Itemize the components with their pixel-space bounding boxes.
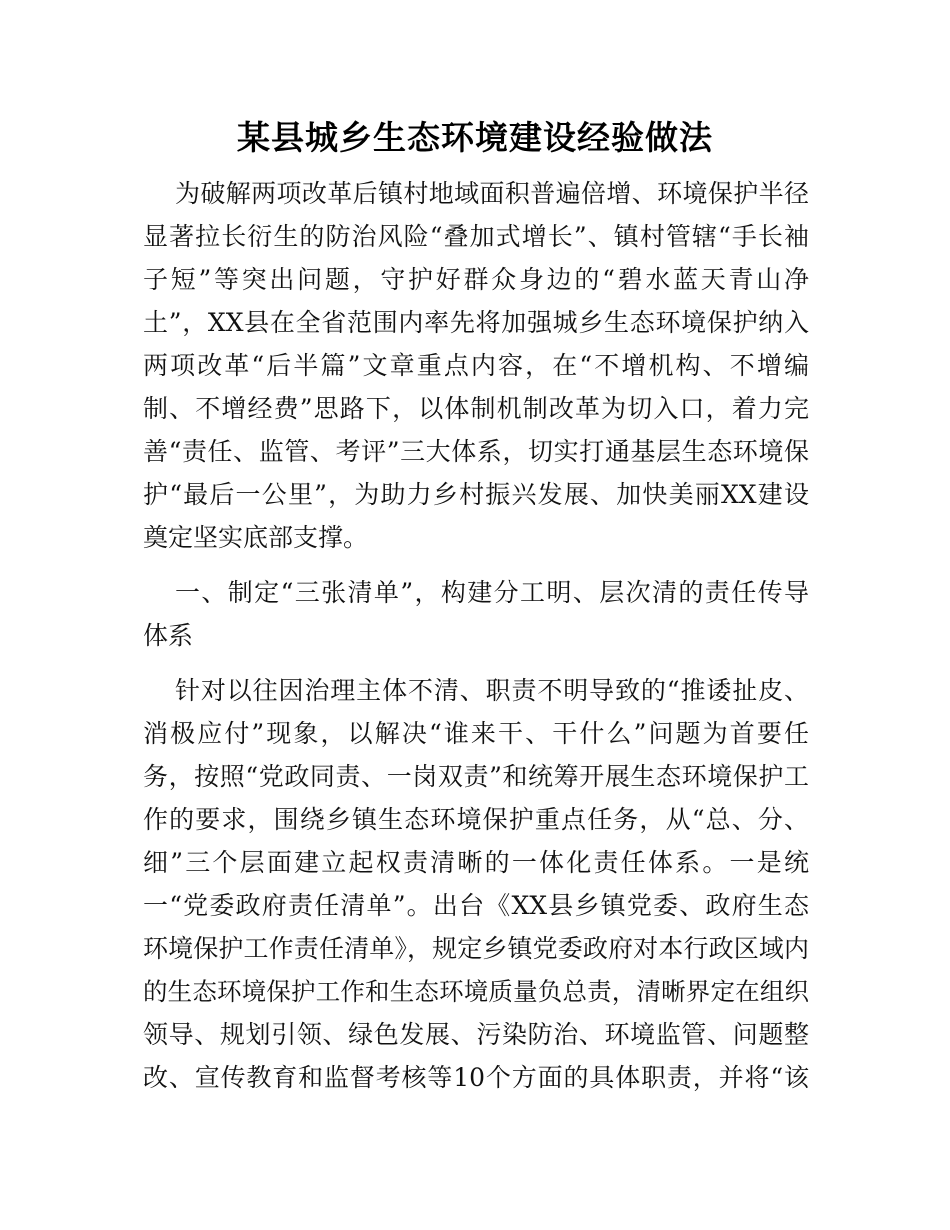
paragraph-line: 领导、规划引领、绿色发展、污染防治、环境监管、问题整 (143, 1020, 809, 1049)
paragraph-line: 的生态环境保护工作和生态环境质量负总责，清晰界定在组织 (143, 977, 809, 1006)
paragraph-line: 务，按照“党政同责、一岗双责”和统筹开展生态环境保护工 (143, 762, 809, 791)
section-heading-line: 体系 (143, 621, 194, 650)
paragraph-line: 制、不增经费”思路下，以体制机制改革为切入口，着力完 (143, 394, 809, 423)
paragraph-line: 消极应付”现象，以解决“谁来干、干什么”问题为首要任 (143, 719, 809, 748)
document-title: 某县城乡生态环境建设经验做法 (237, 118, 713, 157)
paragraph-line: 改、宣传教育和监督考核等10个方面的具体职责，并将“该 (143, 1063, 809, 1092)
paragraph-line: 奠定坚实底部支撑。 (143, 523, 369, 552)
paragraph-line: 环境保护工作责任清单》，规定乡镇党委政府对本行政区域内 (143, 934, 809, 963)
paragraph-line: 善“责任、监管、考评”三大体系，切实打通基层生态环境保 (143, 437, 809, 466)
paragraph-line: 子短”等突出问题，守护好群众身边的“碧水蓝天青山净 (143, 265, 809, 294)
paragraph-line: 针对以往因治理主体不清、职责不明导致的“推诿扯皮、 (175, 676, 809, 705)
paragraph-line: 土”，XX县在全省范围内率先将加强城乡生态环境保护纳入 (143, 308, 809, 337)
paragraph-line: 为破解两项改革后镇村地域面积普遍倍增、环境保护半径 (175, 179, 809, 208)
paragraph-line: 护“最后一公里”，为助力乡村振兴发展、加快美丽XX建设 (143, 480, 809, 509)
paragraph-line: 一“党委政府责任清单”。出台《XX县乡镇党委、政府生态 (143, 891, 809, 920)
paragraph-line: 作的要求，围绕乡镇生态环境保护重点任务，从“总、分、 (143, 805, 809, 834)
paragraph-line: 两项改革“后半篇”文章重点内容，在“不增机构、不增编 (143, 351, 809, 380)
section-heading-line: 一、制定“三张清单”，构建分工明、层次清的责任传导 (175, 578, 809, 607)
paragraph-line: 细”三个层面建立起权责清晰的一体化责任体系。一是统 (143, 848, 809, 877)
paragraph-line: 显著拉长衍生的防治风险“叠加式增长”、镇村管辖“手长袖 (143, 222, 809, 251)
